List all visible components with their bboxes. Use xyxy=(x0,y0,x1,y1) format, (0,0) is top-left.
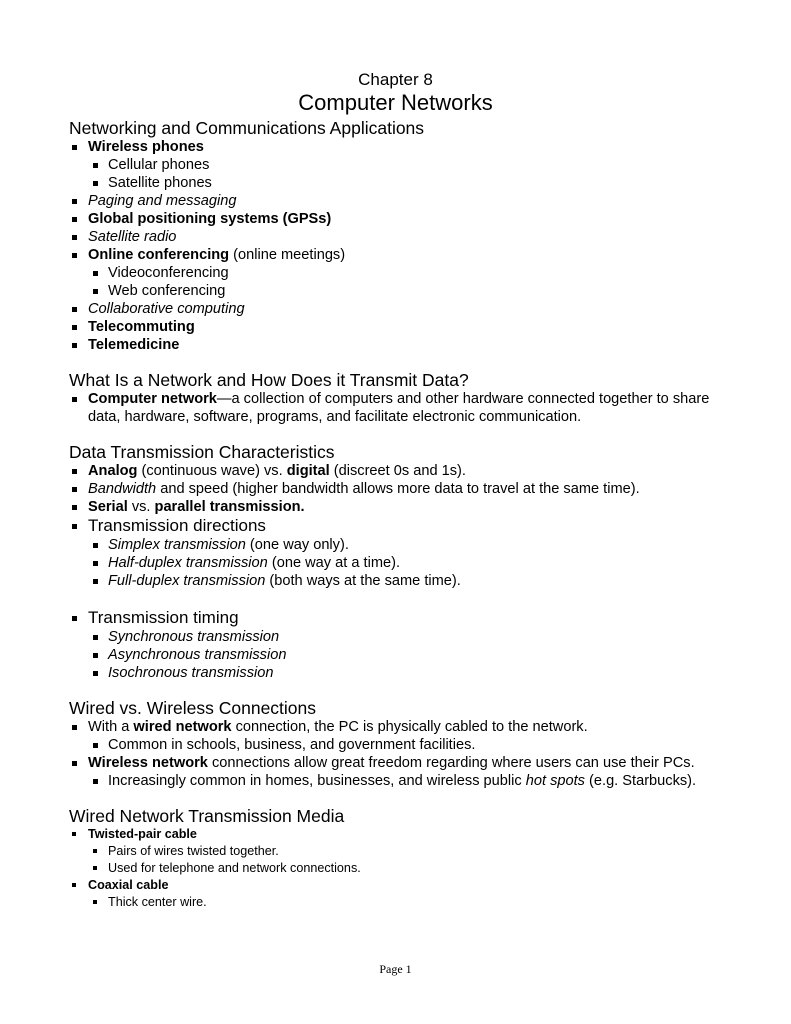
item-text: Videoconferencing xyxy=(108,265,229,281)
page-title: Computer Networks xyxy=(298,90,493,115)
item-text: and speed (higher bandwidth allows more data to travel at the same time). xyxy=(156,481,640,497)
item-text: Increasingly common in homes, businesses, and wireless public xyxy=(108,773,526,789)
list-item xyxy=(69,860,719,877)
page-number: Page 1 xyxy=(379,962,412,976)
chapter-label: Chapter 8 xyxy=(358,70,433,89)
item-text: (e.g. Starbucks). xyxy=(584,773,697,789)
item-text: Satellite radio xyxy=(88,229,177,245)
item-text: Paging and messaging xyxy=(88,193,237,209)
item-text: Transmission directions xyxy=(88,516,266,535)
network-list xyxy=(69,390,719,426)
item-term: digital xyxy=(286,463,330,479)
item-text: Used for telephone and network connections. xyxy=(108,861,361,875)
list-item xyxy=(69,843,719,860)
list-item xyxy=(69,156,719,174)
item-term: Online conferencing xyxy=(88,247,230,263)
item-term: Simplex transmission xyxy=(108,537,246,553)
list-item xyxy=(69,536,719,554)
item-text: (continuous wave) vs. xyxy=(137,463,287,479)
item-text: Transmission timing xyxy=(88,608,239,627)
media-list xyxy=(69,826,719,911)
item-text: Cellular phones xyxy=(108,157,210,173)
item-term: parallel transmission. xyxy=(154,499,305,515)
list-item xyxy=(69,608,719,628)
list-item xyxy=(69,264,719,282)
item-term: Computer network xyxy=(88,391,217,407)
item-text: (discreet 0s and 1s). xyxy=(329,463,466,479)
section-heading-wired-wireless: Wired vs. Wireless Connections xyxy=(69,698,317,718)
item-text: Synchronous transmission xyxy=(108,629,280,645)
document-body xyxy=(69,118,719,911)
section-heading-network: What Is a Network and How Does it Transmit Data? xyxy=(69,370,469,390)
list-item xyxy=(69,282,719,300)
list-item xyxy=(69,318,719,336)
item-term: Analog xyxy=(88,463,138,479)
item-text: connection, the PC is physically cabled to the network. xyxy=(231,719,588,735)
item-term: wired network xyxy=(133,719,232,735)
list-item xyxy=(69,228,719,246)
item-text: Web conferencing xyxy=(108,283,226,299)
section-heading-applications: Networking and Communications Applications xyxy=(69,118,425,138)
list-item xyxy=(69,300,719,318)
list-item xyxy=(69,336,719,354)
list-item xyxy=(69,772,719,790)
item-text: (both ways at the same time). xyxy=(265,573,461,589)
item-term: hot spots xyxy=(525,773,585,789)
list-item xyxy=(69,877,719,894)
list-item xyxy=(69,174,719,192)
item-term: Full-duplex transmission xyxy=(108,573,266,589)
list-item xyxy=(69,462,719,480)
item-text: Thick center wire. xyxy=(108,895,207,909)
item-text: Asynchronous transmission xyxy=(108,647,287,663)
wired-wireless-list xyxy=(69,718,719,790)
item-text: Isochronous transmission xyxy=(108,665,274,681)
list-item xyxy=(69,498,719,516)
item-text: With a xyxy=(88,719,134,735)
list-item xyxy=(69,628,719,646)
item-text: (one way at a time). xyxy=(267,555,401,571)
item-text: connections allow great freedom regarding where users can use their PCs. xyxy=(207,755,695,771)
list-item xyxy=(69,516,719,536)
item-text: Common in schools, business, and government facilities. xyxy=(108,737,476,753)
item-text: Collaborative computing xyxy=(88,301,245,317)
list-item xyxy=(69,138,719,156)
item-text: (online meetings) xyxy=(229,247,346,263)
item-text: —a collection of computers and other hardware connected together to share data, hardware, software, programs, and facilitate electronic communication. xyxy=(88,391,710,425)
item-text: Satellite phones xyxy=(108,175,212,191)
list-item xyxy=(69,664,719,682)
item-text: vs. xyxy=(127,499,155,515)
list-item xyxy=(69,736,719,754)
list-item xyxy=(69,572,719,590)
section-heading-transmission: Data Transmission Characteristics xyxy=(69,442,335,462)
item-text: Telecommuting xyxy=(88,319,195,335)
list-item xyxy=(69,192,719,210)
item-term: Wireless network xyxy=(88,755,208,771)
timing-list xyxy=(69,608,719,682)
item-term: Half-duplex transmission xyxy=(108,555,268,571)
list-item xyxy=(69,210,719,228)
spacer xyxy=(69,590,719,608)
list-item xyxy=(69,754,719,772)
list-item xyxy=(69,246,719,264)
item-term: Serial xyxy=(88,499,128,515)
transmission-list xyxy=(69,462,719,590)
list-item xyxy=(69,718,719,736)
list-item xyxy=(69,390,719,426)
section-heading-media: Wired Network Transmission Media xyxy=(69,806,345,826)
applications-list xyxy=(69,138,719,354)
item-text: Coaxial cable xyxy=(88,878,169,892)
item-text: Wireless phones xyxy=(88,139,204,155)
list-item xyxy=(69,894,719,911)
item-text: Global positioning systems (GPSs) xyxy=(88,211,332,227)
item-text: Pairs of wires twisted together. xyxy=(108,844,279,858)
list-item xyxy=(69,826,719,843)
item-term: Bandwidth xyxy=(88,481,157,497)
item-text: (one way only). xyxy=(245,537,349,553)
list-item xyxy=(69,646,719,664)
list-item xyxy=(69,480,719,498)
item-text: Telemedicine xyxy=(88,337,180,353)
list-item xyxy=(69,554,719,572)
item-text: Twisted-pair cable xyxy=(88,827,197,841)
